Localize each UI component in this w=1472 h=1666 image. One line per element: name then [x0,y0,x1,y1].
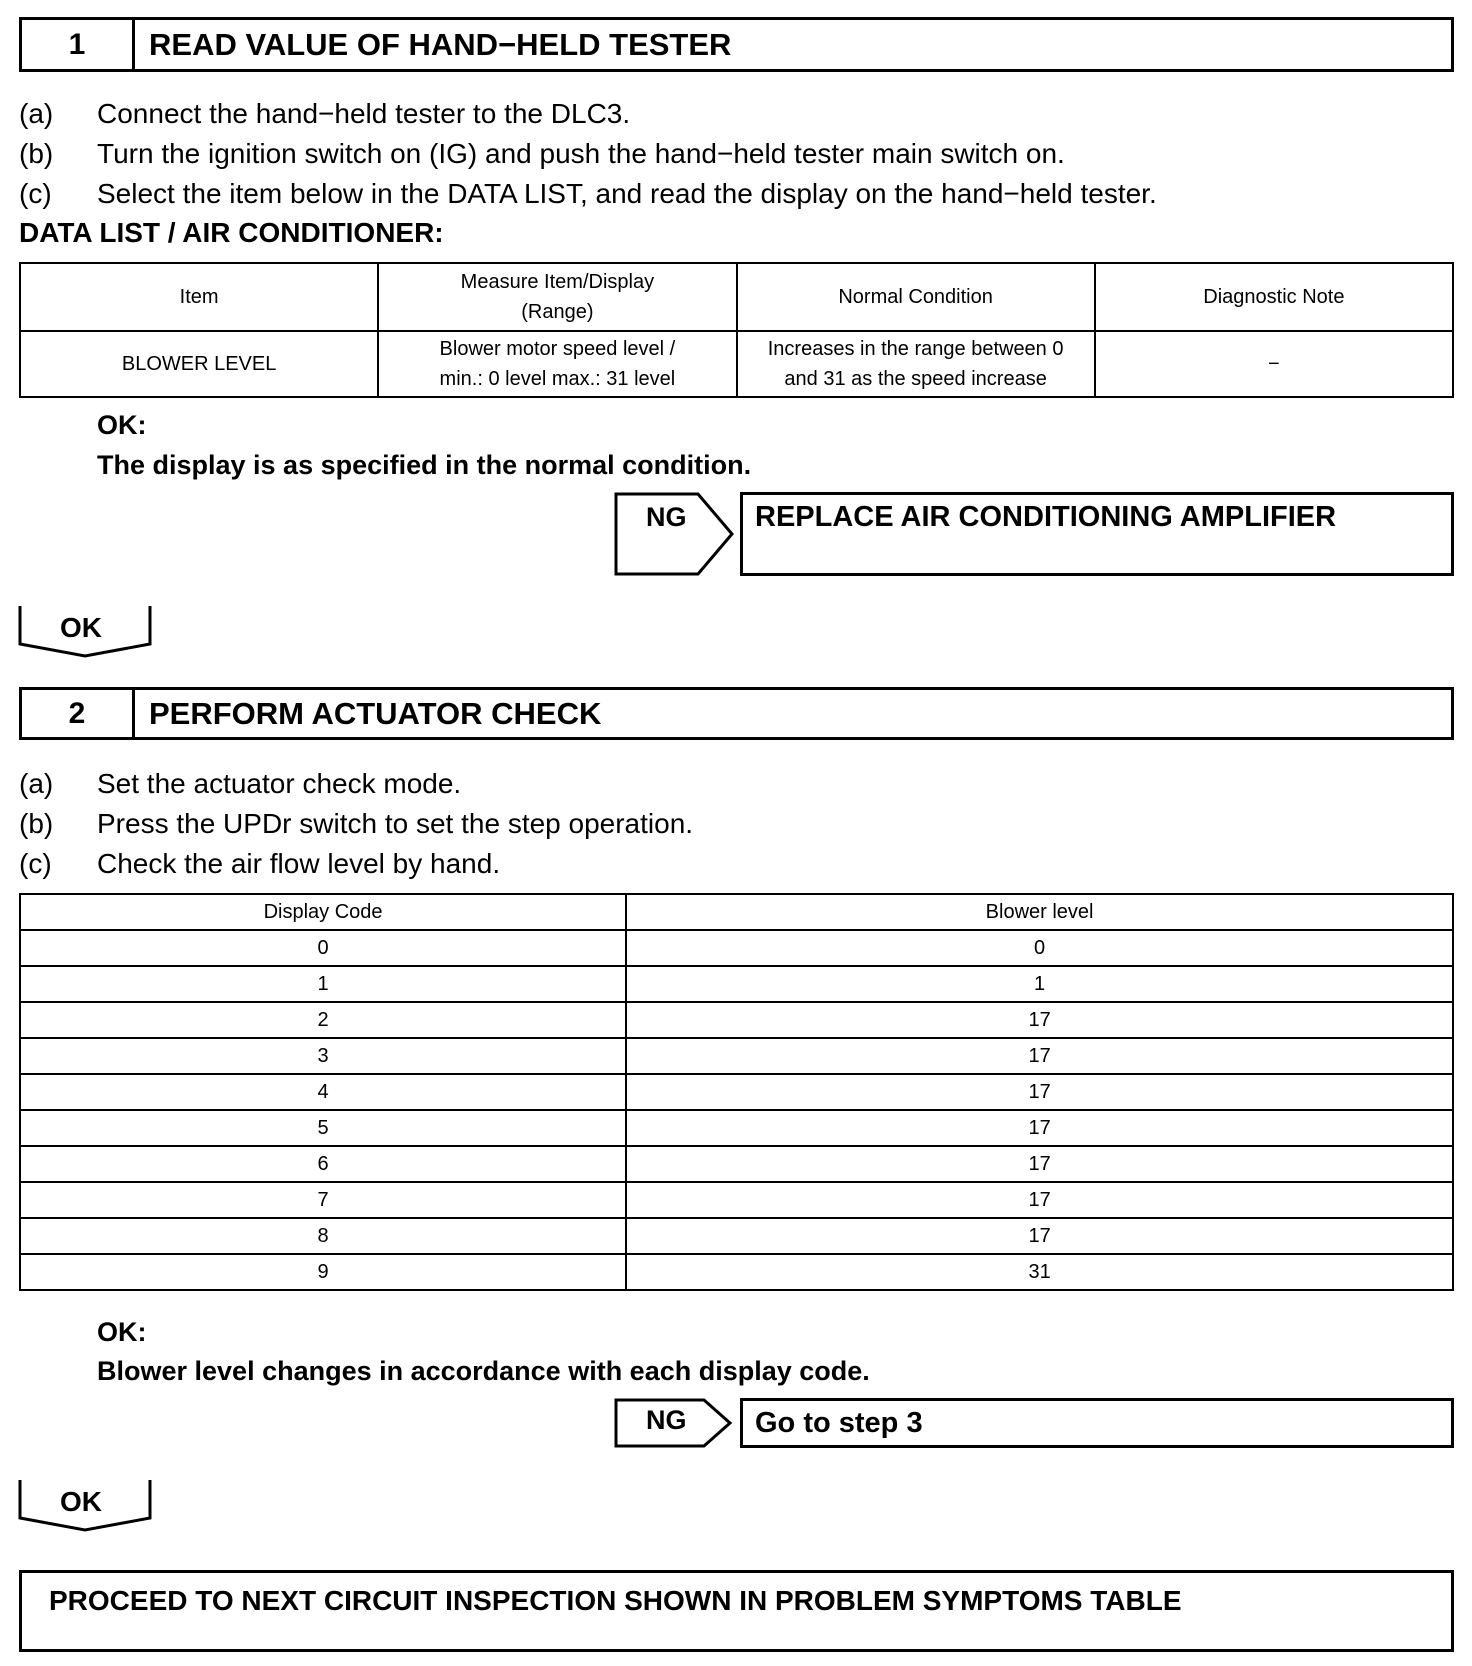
instruction-a [19,97,630,131]
table-header-row [20,263,1453,331]
ng-label: NG [646,1405,687,1435]
cell-measure-line1: Blower motor speed level / [439,338,676,360]
step-title: READ VALUE OF HAND−HELD TESTER [149,26,732,62]
header-measure-line2: (Range) [521,301,594,323]
header-normal: Normal Condition [737,263,1095,331]
ng-result-text: Go to step 3 [755,1407,923,1439]
cell-code: 8 [20,1218,626,1254]
step-title: PERFORM ACTUATOR CHECK [149,695,602,731]
instruction-text: Set the actuator check mode. [97,768,462,799]
cell-level: 17 [626,1002,1453,1038]
instruction-marker: (c) [19,848,52,879]
cell-code: 1 [20,966,626,1002]
instruction-text: Connect the hand−held tester to the DLC3. [97,98,631,129]
cell-level: 31 [626,1254,1453,1290]
ng-label: NG [646,502,687,532]
instruction-marker: (b) [19,138,54,169]
final-instruction-box [19,1570,1454,1652]
cell-normal-line2: and 31 as the speed increase [784,368,1047,390]
cell-measure-line2: min.: 0 level max.: 31 level [439,368,676,390]
cell-level: 17 [626,1218,1453,1254]
cell-level: 17 [626,1074,1453,1110]
display-code-table [19,893,1454,1291]
step-number: 2 [22,690,135,737]
header-item: Item [20,263,378,331]
step-1-header [19,17,1454,72]
ok-label: OK: [97,410,147,440]
cell-code: 9 [20,1254,626,1290]
cell-level: 17 [626,1146,1453,1182]
cell-code: 7 [20,1182,626,1218]
table-row [20,1254,1453,1290]
instruction-text: Select the item below in the DATA LIST, and read the display on the hand−held tester. [97,178,1157,209]
cell-normal-line1: Increases in the range between 0 [767,338,1064,360]
ok-arrow-label: OK [60,1486,102,1517]
instruction-marker: (b) [19,808,54,839]
instruction-marker: (a) [19,98,54,129]
header-measure-line1: Measure Item/Display [460,271,655,293]
ok-condition-text: Blower level changes in accordance with each display code. [97,1356,870,1386]
table-row [20,1002,1453,1038]
cell-level: 17 [626,1038,1453,1074]
header-display-code: Display Code [20,894,626,930]
cell-code: 3 [20,1038,626,1074]
table-row [20,1182,1453,1218]
instruction-b [19,807,693,841]
ok-arrow-label: OK [60,612,102,643]
table-row [20,930,1453,966]
cell-level: 1 [626,966,1453,1002]
ok-condition-text: The display is as specified in the normal condition. [97,450,752,480]
data-list-heading: DATA LIST / AIR CONDITIONER: [19,217,444,248]
cell-code: 6 [20,1146,626,1182]
table-row [20,966,1453,1002]
cell-level: 17 [626,1110,1453,1146]
instruction-a [19,767,461,801]
instruction-marker: (a) [19,768,54,799]
instruction-c [19,177,1157,211]
instruction-text: Press the UPDr switch to set the step operation. [97,808,694,839]
table-row [20,1110,1453,1146]
header-blower-level: Blower level [626,894,1453,930]
instruction-c [19,847,500,881]
cell-level: 0 [626,930,1453,966]
table-header-row [20,894,1453,930]
header-measure [378,263,736,331]
final-instruction-text: PROCEED TO NEXT CIRCUIT INSPECTION SHOWN IN PROBLEM SYMPTOMS TABLE [49,1585,1182,1616]
cell-code: 5 [20,1110,626,1146]
cell-normal [737,331,1095,397]
data-list-table [19,262,1454,398]
table-row [20,1146,1453,1182]
table-row [20,1038,1453,1074]
instruction-b [19,137,1065,171]
instruction-text: Check the air flow level by hand. [97,848,501,879]
ng-result-box [740,492,1454,576]
cell-note: − [1095,331,1453,397]
header-note: Diagnostic Note [1095,263,1453,331]
instruction-text: Turn the ignition switch on (IG) and push the hand−held tester main switch on. [97,138,1065,169]
cell-item: BLOWER LEVEL [20,331,378,397]
cell-code: 2 [20,1002,626,1038]
ng-result-text: REPLACE AIR CONDITIONING AMPLIFIER [755,501,1337,533]
ok-label: OK: [97,1317,147,1347]
step-2-header [19,687,1454,740]
step-number: 1 [22,20,135,69]
ng-result-box [740,1398,1454,1448]
cell-measure [378,331,736,397]
cell-level: 17 [626,1182,1453,1218]
table-row [20,1074,1453,1110]
instruction-marker: (c) [19,178,52,209]
cell-code: 4 [20,1074,626,1110]
table-row [20,1218,1453,1254]
table-row [20,331,1453,397]
cell-code: 0 [20,930,626,966]
